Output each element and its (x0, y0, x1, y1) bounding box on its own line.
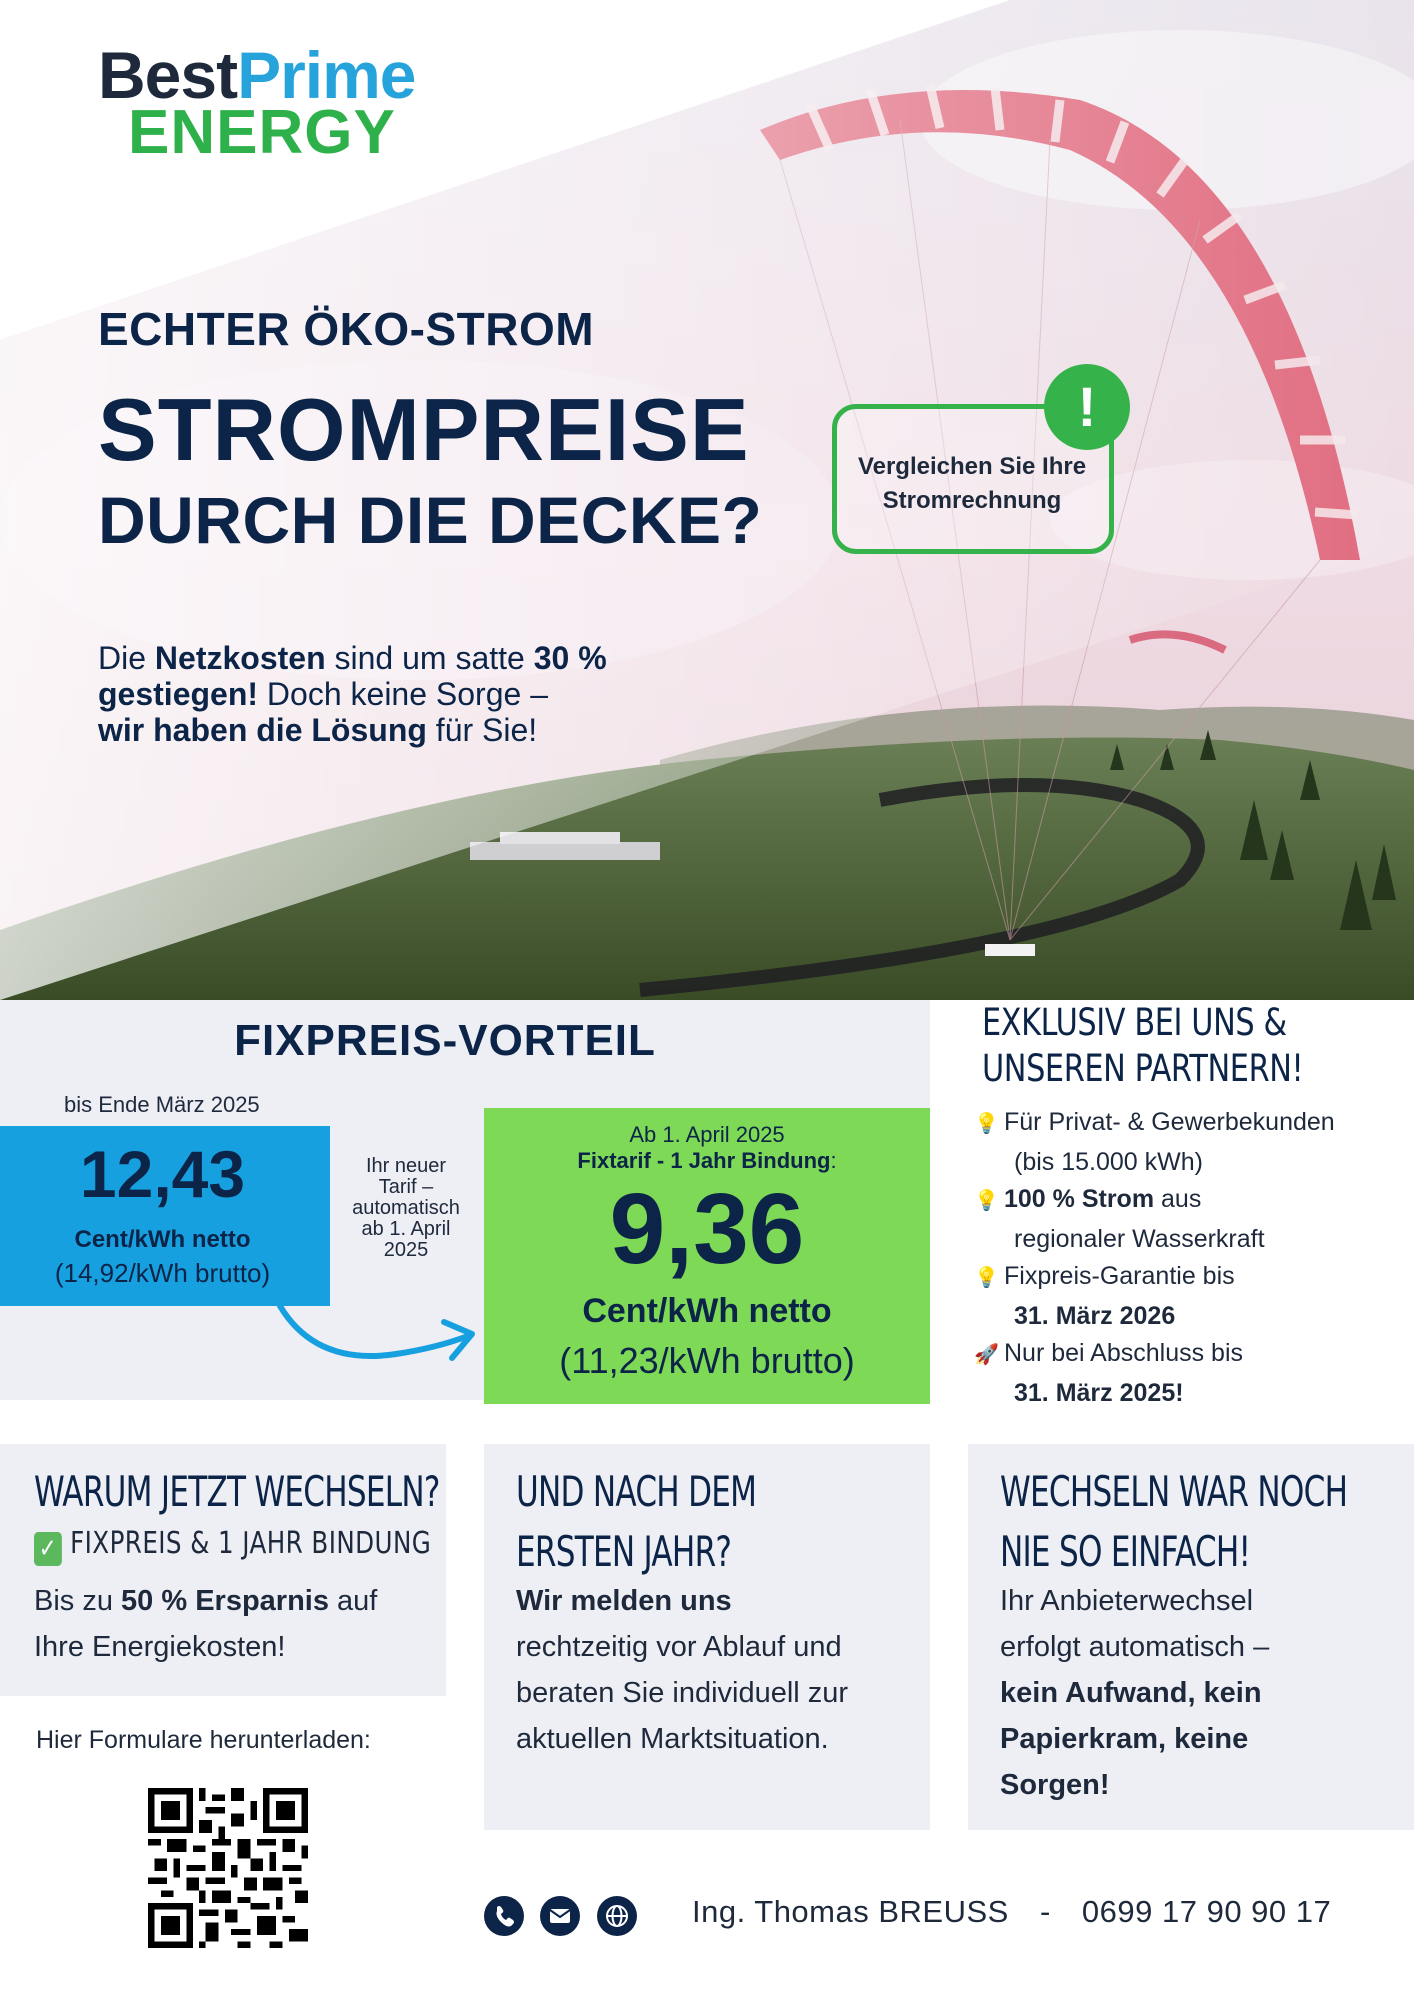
checkmark-icon: ✓ (34, 1532, 62, 1566)
eyebrow-heading: ECHTER ÖKO-STROM (98, 303, 595, 355)
compare-bill-text: Vergleichen Sie Ihre Stromrechnung (857, 453, 1087, 514)
fixed-price-title: FIXPREIS-VORTEIL (234, 1016, 656, 1065)
contact-name: Ing. Thomas BREUSS (692, 1894, 1009, 1929)
old-price-unit: Cent/kWh netto (74, 1226, 251, 1253)
exclusive-benefits-list: 💡 Für Privat- & Gewerbekunden (bis 15.000 kWh) 💡 100 % Strom aus regionaler Wasserkraft 💡 Fixpreis-Garantie bis 31. März 2026 🚀 Nur bei Abschluss bis 31. März 2025! (974, 1104, 1414, 1412)
phone-icon[interactable] (484, 1896, 524, 1936)
list-item: 💡 Fixpreis-Garantie bis (974, 1258, 1414, 1298)
main-headline: STROMPREISE (98, 380, 750, 479)
exclusive-title: EXKLUSIV BEI UNS & UNSEREN PARTNERN! (982, 1001, 1304, 1090)
check-feature: ✓ FIXPREIS & 1 JAHR BINDUNG (34, 1526, 431, 1566)
why-switch-title: WARUM JETZT WECHSELN? (34, 1467, 440, 1516)
old-price-value: 12,43 (79, 1137, 246, 1211)
new-price-tariff: Fixtarif - 1 Jahr Bindung: (577, 1148, 837, 1173)
list-item: 🚀 Nur bei Abschluss bis (974, 1335, 1414, 1375)
old-price-period: bis Ende März 2025 (64, 1092, 260, 1117)
list-item: 💡 Für Privat- & Gewerbekunden (974, 1104, 1414, 1144)
brand-logo-energy: ENERGY (128, 98, 396, 167)
after-first-year-text: Wir melden uns rechtzeitig vor Ablauf und beraten Sie individuell zur aktuellen Marktsituation. (516, 1585, 849, 1755)
download-forms-label: Hier Formulare herunterladen: (36, 1726, 371, 1754)
old-price-brutto: (14,92/kWh brutto) (54, 1258, 271, 1288)
lightbulb-icon: 💡 (974, 1113, 999, 1135)
new-tariff-note: Ihr neuer Tarif – automatisch ab 1. April 2025 (352, 1155, 460, 1261)
why-switch-text: Bis zu 50 % Ersparnis auf Ihre Energiekosten! (34, 1585, 378, 1663)
intro-text: Die Netzkosten sind um satte 30 % gestiegen! Doch keine Sorge – wir haben die Lösung für Sie! (98, 640, 607, 748)
curved-arrow-icon (276, 1296, 486, 1392)
new-price-start: Ab 1. April 2025 (629, 1122, 785, 1147)
logo-best-text: Best (98, 38, 238, 112)
logo-prime-text: Prime (237, 38, 416, 112)
list-item: 💡 100 % Strom aus (974, 1181, 1414, 1221)
email-icon[interactable] (540, 1896, 580, 1936)
easy-switch-text: Ihr Anbieterwechsel erfolgt automatisch – kein Aufwand, kein Papierkram, keine Sorgen! (1000, 1585, 1270, 1801)
rocket-icon: 🚀 (974, 1344, 999, 1366)
lightbulb-icon: 💡 (974, 1267, 999, 1289)
contact-icons (484, 1896, 649, 1936)
easy-switch-title: WECHSELN WAR NOCH NIE SO EINFACH! (1000, 1467, 1348, 1576)
lightbulb-icon: 💡 (974, 1190, 999, 1212)
sub-headline: DURCH DIE DECKE? (98, 483, 763, 557)
contact-line: Ing. Thomas BREUSS - 0699 17 90 90 17 (692, 1894, 1332, 1929)
globe-icon[interactable] (597, 1896, 637, 1936)
exclamation-icon: ! (1044, 364, 1130, 450)
qr-code[interactable] (148, 1788, 308, 1948)
new-price-brutto: (11,23/kWh brutto) (559, 1340, 855, 1381)
after-first-year-title: UND NACH DEM ERSTEN JAHR? (516, 1467, 757, 1576)
contact-phone[interactable]: 0699 17 90 90 17 (1081, 1894, 1332, 1929)
new-price-value: 9,36 (609, 1173, 805, 1285)
new-price-unit: Cent/kWh netto (582, 1292, 832, 1330)
